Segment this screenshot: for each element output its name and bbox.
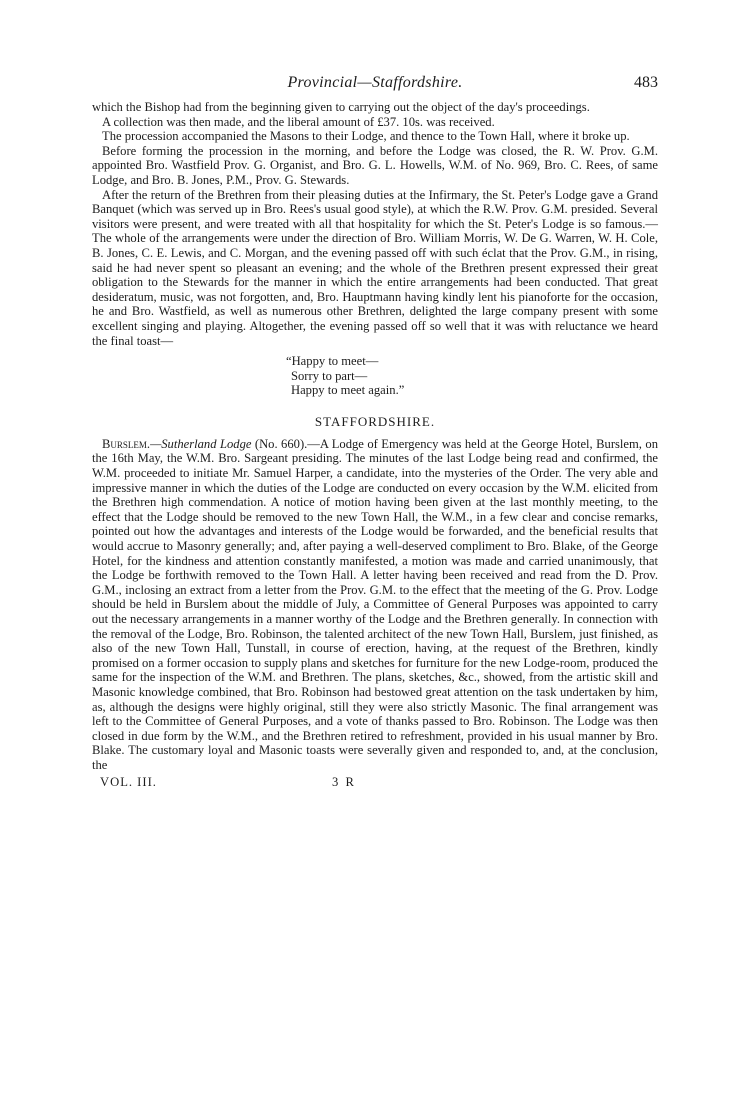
verse-line: Sorry to part— [291, 368, 368, 383]
running-title: Provincial—Staffordshire. [287, 74, 463, 91]
volume-label: VOL. III. [100, 774, 157, 789]
paragraph-bishop: which the Bishop had from the beginning given to carrying out the object of the day's proceedings. [92, 100, 590, 114]
toast-verse [286, 354, 658, 398]
paragraph-procession: The procession accompanied the Masons to their Lodge, and thence to the Town Hall, where it broke up. [102, 129, 630, 144]
article-continuation [92, 100, 658, 348]
burslem-place: Burslem. [102, 436, 151, 451]
verse-line: “Happy to meet— [286, 354, 379, 369]
running-head [92, 74, 658, 100]
section-heading: STAFFORDSHIRE. [314, 413, 436, 429]
paragraph-banquet: After the return of the Brethren from their pleasing duties at the Infirmary, the St. Peter's Lodge gave a Grand Banquet (which was served up in Bro. Rees's usual good style), at which the R.W. Prov. G.M. presided. Several visitors were present, and were treated with all that hospitality for which the St. Peter's Lodge is so famous.—The whole of the arrangements were under the direction of Bro. William Morris, W. De G. Warren, W. H. Cole, B. Jones, C. E. Lewis, and C. Morgan, and the evening passed off with such éclat that the Prov. G.M., in rising, said he had never spent so pleasant an evening; and the whole of the Brethren present expressed their great obligation to the Stewards for the manner in which the entire arrangements had been conducted. That great desideratum, music, was not forgotten, and, Bro. Hauptmann having kindly lent his pianoforte for the occasion, he and Bro. Wastfield, as well as numerous other Brethren, delighted the large company present with some excellent singing and playing. Altogether, the evening passed off so well that it was with reluctance we heard the final toast— [92, 187, 658, 348]
burslem-lodge-name: —Sutherland Lodge [150, 436, 252, 451]
paragraph-burslem [92, 437, 658, 773]
paragraph-collection: A collection was then made, and the liberal amount of £37. 10s. was received. [102, 114, 495, 129]
page-number: 483 [634, 74, 658, 91]
paragraph-appointments: Before forming the procession in the morning, and before the Lodge was closed, the R. W. Prov. G.M. appointed Bro. Wastfield Prov. G. Organist, and Bro. G. L. Howells, W.M. of No. 969, Bro. C. Rees, of same Lodge, and Bro. B. Jones, P.M., Prov. G. Stewards. [92, 143, 658, 187]
page-footer [92, 775, 658, 793]
signature-mark: 3 R [332, 774, 356, 789]
burslem-report-text: (No. 660).—A Lodge of Emergency was held at the George Hotel, Burslem, on the 16th May, the W.M. Bro. Sargeant presiding. The minutes of the last Lodge being read and confirmed, the W.M. proceeded to initiate Mr. Samuel Harper, a candidate, into the mysteries of the Order. The very able and impressive manner in which the duties of the Lodge are conducted on every occasion by the W.M. elicited from the Brethren high commendation. A notice of motion having been given at the last monthly meeting, to the effect that the Lodge should be removed to the new Town Hall, the W.M., in a few clear and concise remarks, pointed out how the advantages and interests of the Lodge would be forwarded, and the beneficial results that would accrue to Masonry generally; and, after paying a well-deserved compliment to Bro. Blake, of the George Hotel, for the kindness and attention constantly manifested, a motion was made and carried unanimously, that the Lodge be forthwith removed to the Town Hall. A letter having been received and read from the D. Prov. G.M., inclosing an extract from a letter from the Prov. G.M. to the effect that the meeting of the G. Prov. Lodge should be held in Burslem about the middle of July, a Committee of General Purposes was appointed to carry out the necessary arrangements in a manner worthy of the Lodge and the Brethren generally. In connection with the removal of the Lodge, Bro. Robinson, the talented architect of the new Town Hall, Burslem, just finished, as also of the new Town Hall, Tunstall, in course of erection, having, at the request of the Brethren, kindly promised on a former occasion to supply plans and sketches for furniture for the new Lodge-room, produced the same for the inspection of the W.M. and Brethren. The plans, sketches, &c., showed, from the artistic skill and Masonic knowledge combined, that Bro. Robinson had bestowed great attention on the task undertaken by him, as, although the designs were highly original, still they were also strictly Masonic. The final arrangement was left to the Committee of General Purposes, and a vote of thanks passed to Bro. Robinson. The Lodge was then closed in due form by the W.M., and the Brethren retired to refreshment, provided in his usual manner by Bro. Blake. The customary loyal and Masonic toasts were severally given and responded to, and, at the conclusion, the [92, 436, 658, 772]
page [92, 74, 658, 793]
verse-line: Happy to meet again.” [291, 383, 405, 398]
